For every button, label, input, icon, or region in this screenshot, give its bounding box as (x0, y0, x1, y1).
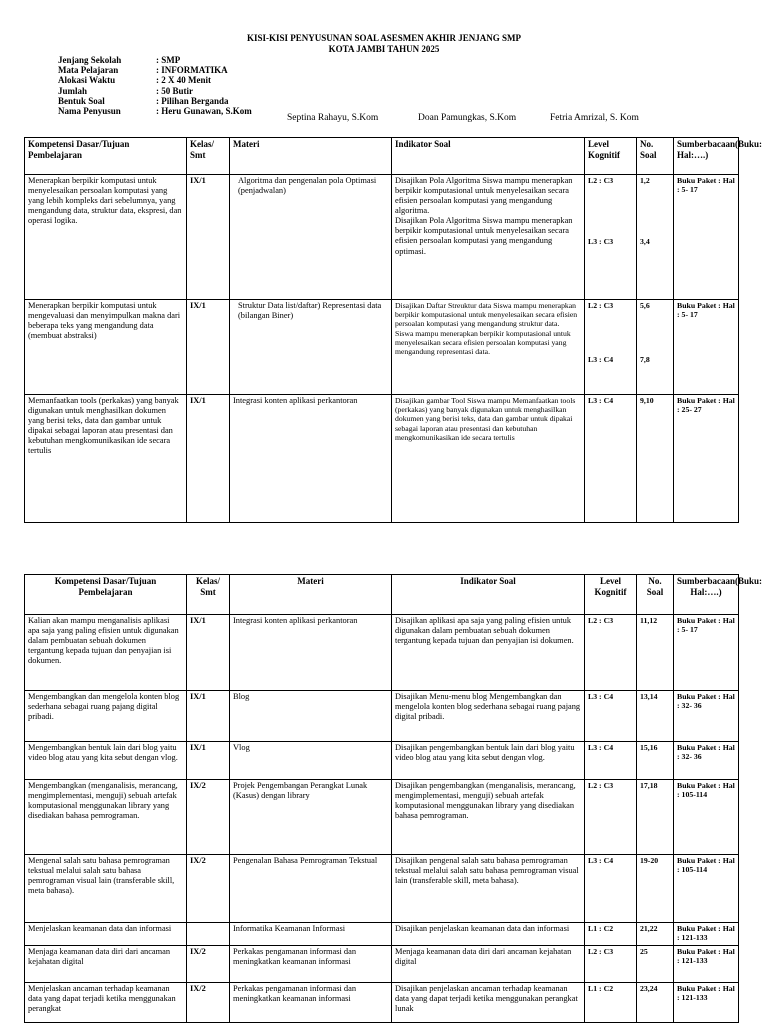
cell-no (637, 175, 674, 300)
cell-sumber: Buku Paket : Hal : 121-133 (674, 946, 739, 983)
header-kelas: Kelas/ Smt (187, 575, 230, 615)
cell-kelas: IX/1 (187, 395, 230, 523)
no-part: 5,6 (640, 301, 650, 310)
meta-label: Bentuk Soal (58, 95, 105, 106)
cell-kelas: IX/2 (187, 946, 230, 983)
indikator-part: Disajikan Pola Algoritma Siswa mampu menerapkan berpikir komputasional untuk menyelesaikan secara efisien persoalan komputasi yang mengandung optimasi. (395, 216, 573, 256)
cell-materi: Integrasi konten aplikasi perkantoran (230, 615, 392, 691)
cell-level (585, 175, 637, 300)
table-row (25, 175, 739, 300)
cell-indikator: Menjaga keamanan data diri dari ancaman kejahatan digital (392, 946, 585, 983)
cell-level: L2 : C3 (585, 780, 637, 855)
cell-kd: Memanfaatkan tools (perkakas) yang banyak digunakan untuk menghasilkan dokumen yang berisi teks, data dan gambar untuk dipakai sebagai laporan atau presentasi dan kebutuhan mengkomunikasikan ide secara tertulis (25, 395, 187, 523)
document-subtitle: KOTA JAMBI TAHUN 2025 (328, 44, 440, 54)
indikator-part: Siswa mampu menerapkan berpikir komputasional untuk menyelesaikan secara efisien persoalan komputasi yang mengandung representasi data. (395, 328, 571, 357)
cell-kd: Kalian akan mampu menganalisis aplikasi apa saja yang paling efisien untuk digunakan dalam pembuatan sebuah dokumen tergantung kepada tujuan dan penyajian isi dokumen. (25, 615, 187, 691)
cell-kd: Menjelaskan ancaman terhadap keamanan data yang dapat terjadi ketika menggunakan perangkat (25, 983, 187, 1023)
header-level: Level Kognitif (585, 138, 637, 175)
level-part: L2 : C3 (588, 176, 614, 185)
cell-no: 21,22 (637, 923, 674, 946)
cell-no: 17,18 (637, 780, 674, 855)
header-no: No. Soal (637, 138, 674, 175)
indikator-part: Disajikan Pola Algoritma Siswa mampu menerapkan berpikir komputasional untuk menyelesaikan secara efisien persoalan komputasi yang mengandung algoritma. (395, 176, 573, 216)
cell-sumber: Buku Paket : Hal : 5- 17 (674, 615, 739, 691)
cell-level: L3 : C4 (585, 395, 637, 523)
author-name: Septina Rahayu, S.Kom (287, 113, 379, 123)
author-name: Doan Pamungkas, S.Kom (418, 113, 517, 123)
cell-materi: Blog (230, 691, 392, 742)
level-part: L3 : C4 (588, 355, 614, 365)
cell-materi: Projek Pengembangan Perangkat Lunak (Kasus) dengan library (230, 780, 392, 855)
header-sumber: Sumberbacaan(Buku: Hal:….) (674, 138, 739, 175)
cell-kelas: IX/1 (187, 742, 230, 780)
cell-kd: Mengenal salah satu bahasa pemrograman tekstual melalui salah satu bahasa pemrograman visual lain (transferable skill, meta bahasa). (25, 855, 187, 923)
table-row (25, 300, 739, 395)
cell-indikator: Disajikan gambar Tool Siswa mampu Memanfaatkan tools (perkakas) yang banyak digunakan untuk menghasilkan dokumen yang berisi teks, data dan gambar untuk dipakai sebagai laporan atau presentasi dan kebutuhan mengkomunikasikan ide secara tertulis (392, 395, 585, 523)
table-row (25, 395, 739, 523)
cell-sumber: Buku Paket : Hal : 32- 36 (674, 691, 739, 742)
cell-indikator (392, 175, 585, 300)
cell-materi: Struktur Data list/daftar) Representasi data (bilangan Biner) (230, 300, 392, 395)
cell-level: L3 : C4 (585, 855, 637, 923)
cell-sumber: Buku Paket : Hal : 32- 36 (674, 742, 739, 780)
header-indikator: Indikator Soal (392, 138, 585, 175)
header-no: No. Soal (637, 575, 674, 615)
cell-indikator: Disajikan aplikasi apa saja yang paling efisien untuk digunakan dalam pembuatan sebuah dokumen tergantung kepada tujuan dan penyajian isi dokumen. (392, 615, 585, 691)
cell-kelas: IX/2 (187, 780, 230, 855)
cell-kelas: IX/1 (187, 300, 230, 395)
meta-value: : Heru Gunawan, S.Kom (156, 105, 252, 116)
cell-materi: Perkakas pengamanan informasi dan meningkatkan keamanan informasi (230, 946, 392, 983)
author-name: Fetria Amrizal, S. Kom (550, 113, 639, 123)
document-title: KISI-KISI PENYUSUNAN SOAL ASESMEN AKHIR JENJANG SMP (246, 33, 522, 43)
kisi-kisi-table-1 (24, 137, 763, 523)
meta-label: Jenjang Sekolah (58, 55, 122, 65)
meta-label: Jumlah (58, 85, 88, 96)
header-materi: Materi (230, 138, 392, 175)
cell-level (585, 300, 637, 395)
cell-sumber: Buku Paket : Hal : 121-133 (674, 983, 739, 1023)
cell-sumber: Buku Paket : Hal : 5- 17 (674, 300, 739, 395)
header-kd: Kompetensi Dasar/Tujuan Pembelajaran (25, 138, 187, 175)
cell-kd: Mengembangkan (menganalisis, merancang, mengimplementasi, menguji) sebuah artefak komputasional menggunakan library yang disediakan bahasa pemrograman. (25, 780, 187, 855)
no-part: 1,2 (640, 176, 650, 185)
cell-materi: Informatika Keamanan Informasi (230, 923, 392, 946)
table-row (25, 691, 739, 742)
cell-kelas: IX/2 (187, 983, 230, 1023)
header-level: Level Kognitif (585, 575, 637, 615)
table-row (25, 615, 739, 691)
meta-value: : INFORMATIKA (156, 65, 228, 76)
header-kelas: Kelas/ Smt (187, 138, 230, 175)
cell-level: L1 : C2 (585, 923, 637, 946)
cell-indikator (392, 300, 585, 395)
cell-no: 11,12 (637, 615, 674, 691)
cell-indikator: Disajikan pengembangkan (menganalisis, merancang, mengimplementasi, menguji) sebuah artefak komputasional menggunakan library yang disediakan bahasa pemrograman. (392, 780, 585, 855)
cell-level: L2 : C3 (585, 615, 637, 691)
cell-sumber: Buku Paket : Hal : 5- 17 (674, 175, 739, 300)
meta-value: : 50 Butir (156, 85, 193, 96)
header-indikator: Indikator Soal (392, 575, 585, 615)
cell-no (637, 300, 674, 395)
meta-value: : Pilihan Berganda (156, 95, 229, 106)
cell-kelas: IX/1 (187, 615, 230, 691)
header-materi: Materi (230, 575, 392, 615)
cell-level: L3 : C4 (585, 691, 637, 742)
cell-kd: Mengembangkan dan mengelola konten blog sederhana sebagai ruang pajang digital pribadi. (25, 691, 187, 742)
cell-level: L2 : C3 (585, 946, 637, 983)
kisi-kisi-table-2 (24, 574, 763, 1023)
cell-no: 19-20 (637, 855, 674, 923)
cell-kelas: IX/1 (187, 691, 230, 742)
table-row (25, 855, 739, 923)
cell-sumber: Buku Paket : Hal : 105-114 (674, 780, 739, 855)
cell-no: 9,10 (637, 395, 674, 523)
meta-label: Nama Penyusun (58, 105, 121, 116)
meta-value: : 2 X 40 Menit (156, 75, 211, 86)
cell-no: 23,24 (637, 983, 674, 1023)
meta-label: Mata Pelajaran (58, 65, 119, 76)
table-row (25, 923, 739, 946)
cell-no: 15,16 (637, 742, 674, 780)
cell-kd: Menerapkan berpikir komputasi untuk menyelesaikan persoalan komputasi yang yang lebih kompleks dari sebelumnya, yang mengandung data, struktur data, ekspresi, dan operasi logika. (25, 175, 187, 300)
cell-indikator: Disajikan Menu-menu blog Mengembangkan dan mengelola konten blog sederhana sebagai ruang pajang digital pribadi. (392, 691, 585, 742)
cell-materi: Vlog (230, 742, 392, 780)
cell-sumber: Buku Paket : Hal : 121-133 (674, 923, 739, 946)
cell-no: 13,14 (637, 691, 674, 742)
cell-kd: Menjaga keamanan data diri dari ancaman kejahatan digital (25, 946, 187, 983)
indikator-part: Disajikan Daftar Streuktur data Siswa mampu menerapkan berpikir komputasional untuk menyelesaikan secara efisien persoalan komputasi yang mengandung struktur data. (395, 301, 578, 329)
cell-materi: Perkakas pengamanan informasi dan meningkatkan keamanan informasi (230, 983, 392, 1023)
cell-no: 25 (637, 946, 674, 983)
cell-kelas (187, 923, 230, 946)
cell-indikator: Disajikan pengenal salah satu bahasa pemrograman tekstual melalui salah satu bahasa pemrograman visual lain (transferable skill, meta bahasa). (392, 855, 585, 923)
table-row (25, 780, 739, 855)
cell-materi: Integrasi konten aplikasi perkantoran (230, 395, 392, 523)
cell-level: L1 : C2 (585, 983, 637, 1023)
cell-kelas: IX/1 (187, 175, 230, 300)
table-row (25, 742, 739, 780)
cell-indikator: Disajikan penjelaskan ancaman terhadap keamanan data yang dapat terjadi ketika menggunakan perangkat lunak (392, 983, 585, 1023)
table-row (25, 983, 739, 1023)
meta-value: : SMP (156, 55, 181, 65)
cell-kd: Menjelaskan keamanan data dan informasi (25, 923, 187, 946)
cell-materi: Algoritma dan pengenalan pola Optimasi (penjadwalan) (230, 175, 392, 300)
no-part: 3,4 (640, 237, 650, 247)
table-row (25, 946, 739, 983)
cell-materi: Pengenalan Bahasa Pemrograman Tekstual (230, 855, 392, 923)
cell-indikator: Disajikan pengembangkan bentuk lain dari blog yaitu video blog atau yang kita sebut dengan vlog. (392, 742, 585, 780)
cell-level: L3 : C4 (585, 742, 637, 780)
cell-indikator: Disajikan penjelaskan keamanan data dan informasi (392, 923, 585, 946)
cell-kd: Menerapkan berpikir komputasi untuk mengevaluasi dan menyimpulkan makna dari beberapa teks yang mengandung data (membuat abstraksi) (25, 300, 187, 395)
no-part: 7,8 (640, 355, 650, 365)
co-authors (156, 113, 756, 125)
meta-label: Alokasi Waktu (58, 75, 116, 86)
header-sumber: Sumberbacaan(Buku: Hal:….) (674, 575, 739, 615)
cell-kelas: IX/2 (187, 855, 230, 923)
header-kd: Kompetensi Dasar/Tujuan Pembelajaran (25, 575, 187, 615)
cell-sumber: Buku Paket : Hal : 25- 27 (674, 395, 739, 523)
cell-sumber: Buku Paket : Hal : 105-114 (674, 855, 739, 923)
cell-kd: Mengembangkan bentuk lain dari blog yaitu video blog atau yang kita sebut dengan vlog. (25, 742, 187, 780)
level-part: L2 : C3 (588, 301, 614, 310)
level-part: L3 : C3 (588, 237, 614, 247)
